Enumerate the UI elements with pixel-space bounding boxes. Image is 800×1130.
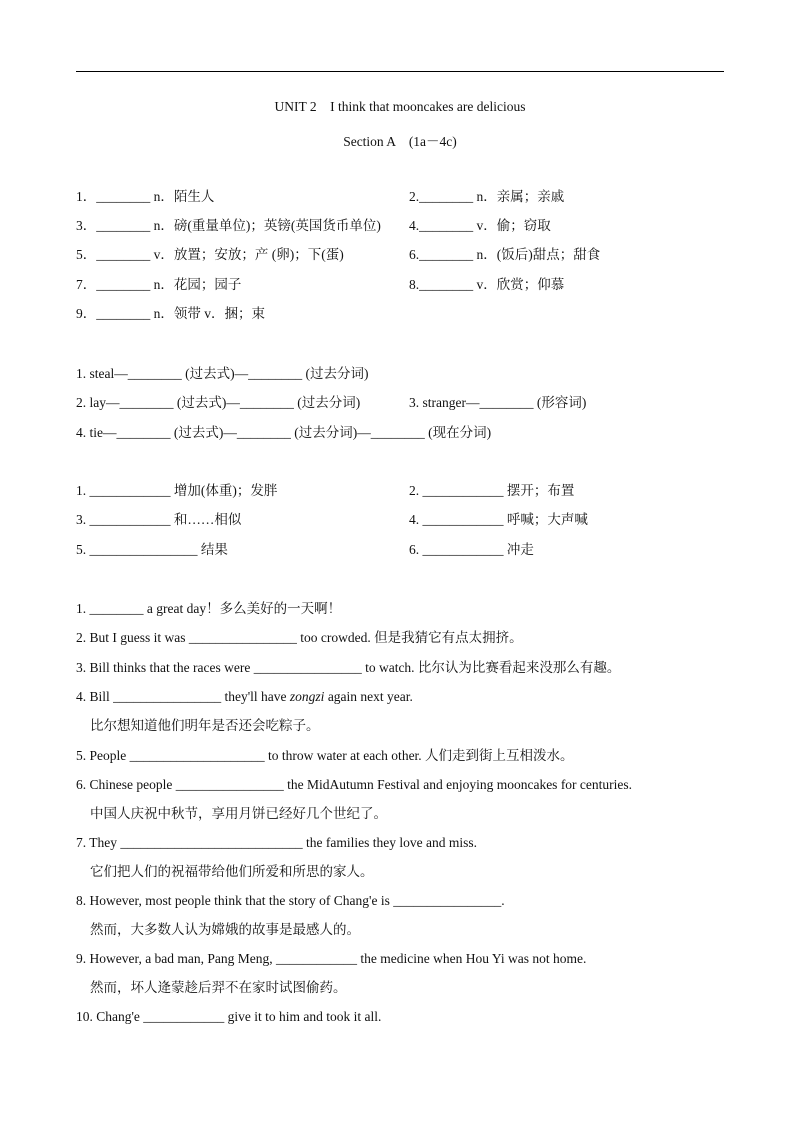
word-form-item: 1. steal—________ (过去式)—________ (过去分词)	[76, 366, 369, 381]
sentence-item: 2. But I guess it was ________________ too crowded. 但是我猜它有点太拥挤。	[76, 630, 523, 645]
vocab-item: 6.________ n．(饭后)甜点；甜食	[409, 247, 601, 262]
sentence-translation: 它们把人们的祝福带给他们所爱和所思的家人。	[90, 864, 374, 879]
sentence-item: 9. However, a bad man, Pang Meng, ____________ the medicine when Hou Yi was not home.	[76, 951, 587, 966]
sentence-item: 7. They ___________________________ the families they love and miss.	[76, 835, 477, 850]
vocab-item: 8.________ v．欣赏；仰慕	[409, 277, 565, 292]
sentence-translation: 然而，大多数人认为嫦娥的故事是最感人的。	[90, 922, 360, 937]
vocab-item: 2.________ n．亲属；亲戚	[409, 189, 565, 204]
italic-word: zongzi	[289, 689, 325, 704]
section-title: Section A (1a－4c)	[343, 134, 457, 149]
sentence-item: 8. However, most people think that the story of Chang'e is ________________.	[76, 893, 505, 908]
vocab-item: 4.________ v．偷；窃取	[409, 218, 551, 233]
phrase-item: 6. ____________ 冲走	[409, 542, 534, 557]
vocab-item: 3．________ n．磅(重量单位)；英镑(英国货币单位)	[76, 218, 381, 233]
sentence-item: 3. Bill thinks that the races were ________________ to watch. 比尔认为比赛看起来没那么有趣。	[76, 660, 621, 675]
vocab-item: 7．________ n．花园；园子	[76, 277, 242, 292]
word-form-item: 3. stranger—________ (形容词)	[409, 395, 587, 410]
sentence-translation: 比尔想知道他们明年是否还会吃粽子。	[90, 718, 320, 733]
sentence-item: 6. Chinese people ________________ the MidAutumn Festival and enjoying mooncakes for centuries.	[76, 777, 633, 792]
word-form-item: 2. lay—________ (过去式)—________ (过去分词)	[76, 395, 361, 410]
phrase-item: 2. ____________ 摆开；布置	[409, 483, 575, 498]
vocab-item: 5．________ v．放置；安放；产 (卵)；下(蛋)	[76, 247, 344, 262]
phrase-item: 5. ________________ 结果	[76, 542, 228, 557]
sentence-translation: 然而，坏人逄蒙趁后羿不在家时试图偷药。	[90, 980, 347, 995]
sentence-text: 4. Bill ________________ they'll have	[76, 689, 290, 704]
sentence-translation: 中国人庆祝中秋节，享用月饼已经好几个世纪了。	[90, 806, 387, 821]
sentence-text: again next year.	[324, 689, 413, 704]
top-rule	[76, 71, 724, 72]
sentence-item	[76, 688, 413, 706]
sentence-item: 5. People ____________________ to throw water at each other. 人们走到街上互相泼水。	[76, 748, 574, 763]
word-form-item: 4. tie—________ (过去式)—________ (过去分词)—________ (现在分词)	[76, 425, 492, 440]
unit-title: UNIT 2 I think that mooncakes are delicious	[274, 99, 526, 114]
sentence-item: 10. Chang'e ____________ give it to him and took it all.	[76, 1009, 382, 1024]
phrase-item: 1. ____________ 增加(体重)；发胖	[76, 483, 278, 498]
phrase-item: 3. ____________ 和……相似	[76, 512, 242, 527]
vocab-item: 9．________ n．领带 v．捆；束	[76, 306, 265, 321]
phrase-item: 4. ____________ 呼喊；大声喊	[409, 512, 588, 527]
vocab-item: 1．________ n．陌生人	[76, 189, 215, 204]
sentence-item: 1. ________ a great day！多么美好的一天啊！	[76, 601, 342, 616]
